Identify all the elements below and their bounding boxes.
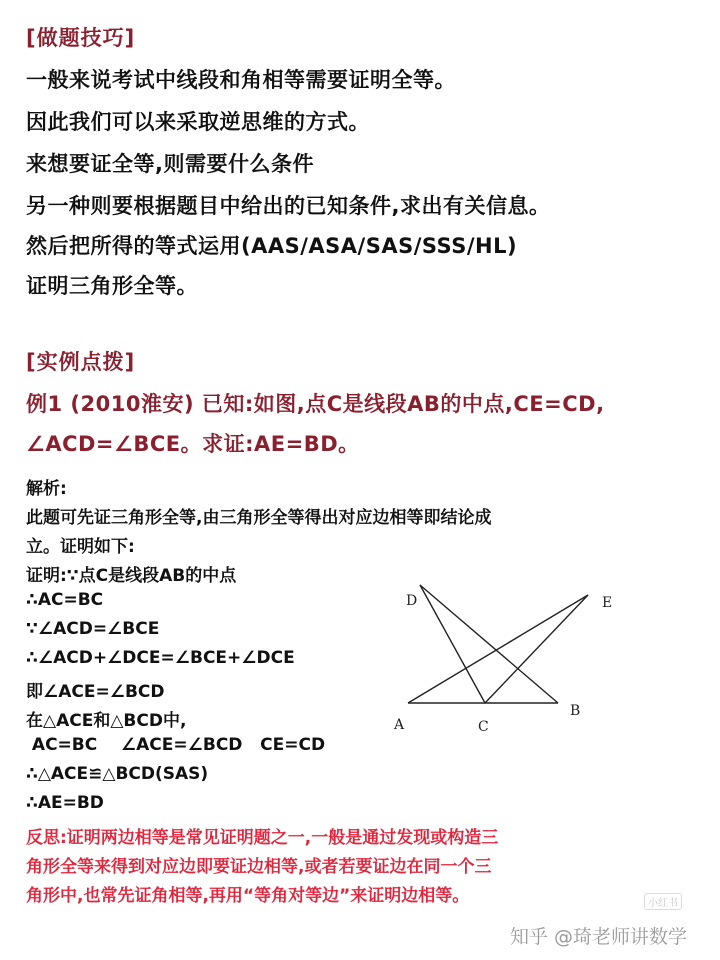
tip-line-6: 证明三角形全等。 <box>26 274 198 298</box>
tip-line-3: 来想要证全等,则需要什么条件 <box>26 152 314 176</box>
proof-step-7: AC=BC ∠ACE=∠BCD CE=CD <box>26 735 326 755</box>
segment-bd <box>420 585 558 703</box>
tips-title: [做题技巧] <box>26 26 136 50</box>
tip-line-4: 另一种则要根据题目中给出的已知条件,求出有关信息。 <box>26 194 551 218</box>
tip-line-5: 然后把所得的等式运用(AAS/ASA/SAS/SSS/HL) <box>26 234 518 258</box>
label-a: A <box>394 717 405 733</box>
label-b: B <box>570 703 581 719</box>
reflection-line-1: 反思:证明两边相等是常见证明题之一,一般是通过发现或构造三 <box>26 828 499 848</box>
watermark-text: 知乎 @琦老师讲数学 <box>510 926 688 948</box>
segment-ce <box>485 595 588 703</box>
label-e: E <box>602 595 613 611</box>
solution-heading: 解析: <box>26 479 67 499</box>
tip-line-2: 因此我们可以来采取逆思维的方式。 <box>26 110 370 134</box>
proof-step-5: 即∠ACE=∠BCD <box>26 682 165 702</box>
source-mark: 小红书 <box>644 893 682 910</box>
proof-step-2: ∴AC=BC <box>26 590 104 610</box>
proof-step-6: 在△ACE和△BCD中, <box>26 711 187 731</box>
proof-step-4: ∴∠ACD+∠DCE=∠BCE+∠DCE <box>26 648 295 668</box>
reflection-line-3: 角形中,也常先证角相等,再用“等角对等边”来证明边相等。 <box>26 886 470 906</box>
label-d: D <box>406 593 418 609</box>
label-c: C <box>478 719 489 735</box>
solution-intro-1: 此题可先证三角形全等,由三角形全等得出对应边相等即结论成 <box>26 508 492 528</box>
proof-step-9: ∴AE=BD <box>26 793 104 813</box>
segment-cd <box>420 585 485 703</box>
proof-step-8: ∴△ACE≌△BCD(SAS) <box>26 764 209 784</box>
proof-step-1: 证明:∵点C是线段AB的中点 <box>26 566 237 586</box>
reflection-line-2: 角形全等来得到对应边即要证边相等,或者若要证边在同一个三 <box>26 857 492 877</box>
proof-step-3: ∵∠ACD=∠BCE <box>26 619 160 639</box>
example-line-2: ∠ACD=∠BCE。求证:AE=BD。 <box>26 432 360 456</box>
figure-lines <box>408 585 588 703</box>
solution-intro-2: 立。证明如下: <box>26 537 135 557</box>
geometry-figure <box>390 575 620 735</box>
tip-line-1: 一般来说考试中线段和角相等需要证明全等。 <box>26 68 456 92</box>
example-title: [实例点拨] <box>26 350 136 374</box>
example-line-1: 例1 (2010淮安) 已知:如图,点C是线段AB的中点,CE=CD, <box>26 392 605 416</box>
